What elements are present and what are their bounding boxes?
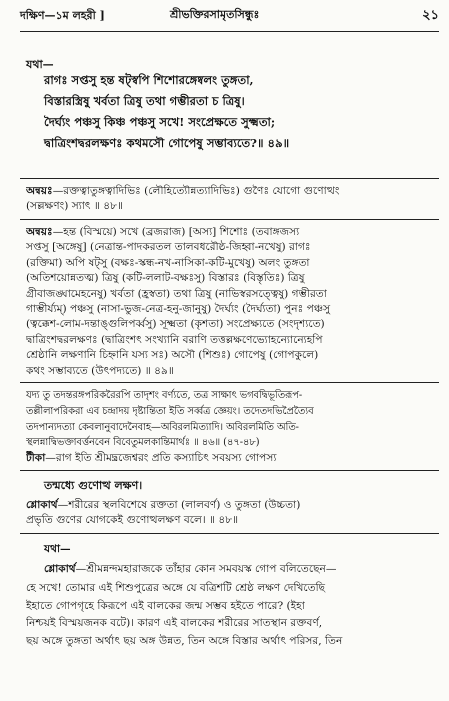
verse-line: রাগঃ সপ্তসু হন্ত ষট্স্বপি শিশোরঙ্গেষ্বলং তুঙ্গতা,	[44, 73, 254, 87]
commentary-line: তদপান্যদত্যা কেবলানুবাদেনৈবাহ—অবিরলমিত্যাদি। অবিরলমিতি অতি-	[26, 421, 299, 433]
header-rule	[20, 31, 439, 32]
tika-text: —রাগ ইতি শ্রীমদ্ব্রজেশ্বরং প্রতি কস্যাচিৎ সবয়স্য গোপস্য	[45, 452, 277, 465]
shlokartha-text: —শ্রীমন্নন্দমহারাজকে তাঁহার কোন সমবয়স্ক গোপ বলিতেছেন—	[75, 563, 337, 575]
tika-label: টীকা	[26, 452, 46, 465]
anvaya-text: (রক্তিমা) অপি ষট্সু (বক্ষঃ-স্কন্ধ-নখ-নাসিকা-কটি-মুখেষু) অলং তুঙ্গতা	[26, 256, 310, 269]
verse-line: বিস্তারস্ত্রিষু খর্বতা ত্রিষু তথা গম্ভীরতা চ ত্রিষু।	[44, 94, 245, 108]
anvaya-text: কথং সম্ভাব্যতে (উৎপদ্যতে) ॥ ৪৯॥	[26, 364, 174, 377]
header-left: দক্ষিণ—১ম লহরী ]	[20, 9, 105, 22]
shlokartha-48	[26, 498, 431, 529]
anvaya-text: দ্বাত্রিংশদ্বরলক্ষণঃ (দ্বাত্রিংশৎ সংখ্যানি বরাণি তত্তল্লক্ষণেভ্যোহন্যোন্যেহপি	[26, 333, 323, 346]
shlokartha-text: প্রভৃতি গুণের যোগকেই গুণোত্থলক্ষণ বলে। ॥ ৪৮॥	[26, 514, 239, 527]
anvaya-48	[26, 184, 431, 215]
anvaya-text: (ত্বক্কেশ-লোম-দন্তাঙ্গুলিপর্ব্বসু) সূক্ষ্মতা (কৃশতা) সংপ্রেক্ষ্যতে (সংদৃশ্যতে)	[26, 318, 325, 331]
section-divider	[20, 470, 439, 471]
shlokartha-text: ইহাতে গোপগৃহে কিরূপে এই বালকের জন্ম সম্ভব হইতে পারে? (ইহা	[26, 599, 305, 612]
verse-line: দ্বাত্রিংশদ্বরলক্ষণঃ কথমসৌ গোপেষু সম্ভাব্যতে?॥ ৪৯॥	[44, 136, 290, 150]
anvaya-text: —রক্তত্বাতুঙ্গত্বাদিভিঃ (লৌহিত্যৌন্নত্যাদিভিঃ) গুণৈঃ যোগো গুণোত্থং	[52, 185, 340, 197]
shlokartha-text: —শরীরের স্থলবিশেষে রক্ততা (লালবর্ণ) ও তুঙ্গতা (উচ্চতা)	[57, 499, 301, 511]
page-number: ২১	[422, 8, 439, 23]
commentary-line: যদ্য তু তদন্তরঙ্গপরিকরৈরপি তাদৃশং বর্ণ্যতে, তত্র সাক্ষাৎ ভগবদ্বিভূতিরূপ-	[26, 390, 303, 401]
header-title: শ্রীভক্তিরসামৃতসিন্ধুঃ	[170, 8, 260, 21]
anvaya-label: অন্বয়ঃ	[26, 185, 53, 197]
shlokartha-text: নিশ্চয়ই বিস্ময়জনক বটে)। কারণ এই বালকের শরীরের সাতস্থান রক্তবর্ণ,	[26, 617, 323, 629]
shlokartha-49	[44, 562, 431, 577]
commentary-line: স্থলন্নাদ্বিভক্তাবৰ্ত্তনবেন বিবেতুমলকান্তিমাৰ্থঃ ॥ ৪৬॥ (৪৭-৪৮)	[26, 437, 260, 449]
anvaya-49	[26, 225, 431, 379]
anvaya-text: —হন্ত (বিস্ময়ে) সখে (ব্রজরাজ) [অস্য] শিশোঃ (তবাঙ্গজস্য	[52, 226, 300, 238]
anvaya-text: (অতিশয়োন্নতত্ম) ত্রিষু (কটি-ললাট-বক্ষঃসু) বিস্তারঃ (বিস্তৃতিঃ) ত্রিষু	[26, 272, 305, 285]
section-divider	[20, 533, 439, 534]
commentary-line: তল্লীলাপরিকরা এব চন্দ্রাদয় দৃষ্টান্তিতা ইতি সর্ব্বত্র জ্ঞেয়ং। তদেতদভিপ্রৈত্যৈব	[26, 405, 314, 417]
section-divider	[20, 178, 439, 179]
sanskrit-verse	[44, 70, 429, 154]
verse-line: দৈর্ঘ্যং পঞ্চসু কিঞ্চ পঞ্চসু সখে! সংপ্রেক্ষতে সুক্ষ্মতা;	[44, 115, 276, 129]
example-label: যথা—	[44, 543, 71, 555]
section-divider	[20, 382, 439, 383]
shlokartha-label: শ্লোকার্থ	[44, 563, 76, 575]
shlokartha-49-body	[26, 580, 431, 650]
section-divider	[20, 219, 439, 220]
anvaya-text: সপ্তসু [অঙ্গেষু] (নেত্রান্ত-পাদকরতল তালবধরৌষ্ঠ-জিহ্বা-নখেষু) রাগঃ	[26, 241, 311, 254]
section-heading: তন্মধ্যে গুণোত্থ লক্ষণ।	[44, 479, 143, 492]
anvaya-text: গাম্ভীর্য্যম্) পঞ্চসু (নাসা-ভুজ-নেত্র-হনু-জানুষু) দৈর্ঘ্যং (দৈর্ঘ্যতা) পুনঃ পঞ্চসু	[26, 303, 331, 316]
anvaya-text: গ্রীবাজঙ্ঘামেহনেষু) খর্বতা (হ্রস্বতা) তথা ত্রিষু (নাভিস্বরসত্ত্বেষু) গম্ভীরতা	[26, 287, 327, 300]
shlokartha-label: শ্লোকার্থ	[26, 499, 58, 511]
verse-label: যথা—	[26, 58, 54, 71]
anvaya-text: শ্রেষ্ঠানি লক্ষণানি চিহ্নানি যস্য সঃ) অসৌ (শিশুঃ) গোপেষু (গোপকুলে)	[26, 349, 319, 362]
running-header	[20, 6, 439, 28]
shlokartha-text: ছয় অঙ্গে তুঙ্গতা অর্থাৎ ছয় অঙ্গ উন্নত, তিন অঙ্গে বিস্তার অর্থাৎ পরিসর, তিন	[26, 634, 343, 647]
commentary	[26, 388, 431, 467]
anvaya-text: (সল্লক্ষণং) স্যাৎ ॥ ৪৮॥	[26, 200, 123, 213]
anvaya-label: অন্বয়ঃ	[26, 226, 53, 238]
shlokartha-text: হে সখে! তোমার এই শিশুপুত্রের অঙ্গে যে বত্রিশটি শ্রেষ্ঠ লক্ষণ দেখিতেছি	[26, 582, 326, 594]
